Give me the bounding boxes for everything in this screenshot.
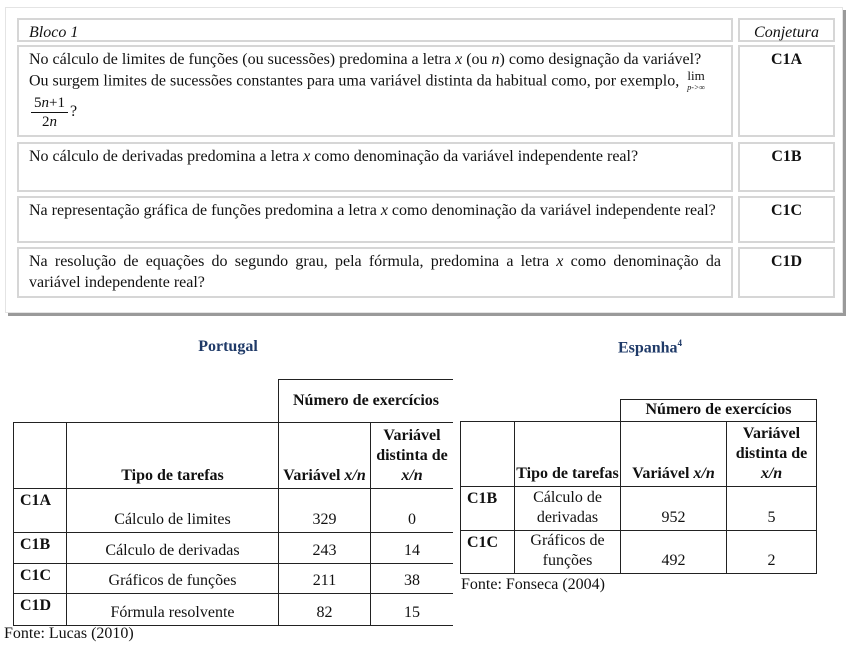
table-cell: Cálculo de derivadas <box>514 486 621 531</box>
table-cell: Gráficos de funções <box>514 530 621 574</box>
table-cell: Cálculo de limites <box>66 488 279 533</box>
limit-operator: lim p->∞ <box>687 68 705 92</box>
table-cell: 2 <box>726 530 817 574</box>
table-cell: 243 <box>278 532 371 564</box>
conjecture-code: C1C <box>738 196 835 243</box>
header-text: Variável distinta de x/n <box>735 425 808 482</box>
table-cell: Fórmula resolvente <box>66 593 279 626</box>
table-cell: 14 <box>370 532 453 564</box>
question-c1d: Na resolução de equações do segundo grau, pela fórmula, predomina a letra x como denominação da variável independente real? <box>17 247 733 298</box>
row-code: C1C <box>460 530 515 574</box>
row-code: C1B <box>13 532 67 564</box>
block-header: Bloco 1 <box>17 18 733 42</box>
row-code: C1B <box>460 486 515 531</box>
conjecture-header: Conjetura <box>738 18 835 42</box>
fraction: $\frac{5n+1}{2n}$ <box>31 94 68 131</box>
table-cell: 329 <box>278 488 371 533</box>
header-text: Variável distinta de x/n <box>376 427 448 484</box>
row-code: C1D <box>13 593 67 626</box>
column-header <box>278 422 371 489</box>
table-cell: 5 <box>726 486 817 531</box>
table-cell: 82 <box>278 593 371 626</box>
group-header: Número de exercícios <box>620 399 817 422</box>
column-header <box>726 421 817 487</box>
question-c1b: No cálculo de derivadas predomina a letra x como denominação da variável independente real? <box>17 142 733 192</box>
conjecture-code: C1B <box>738 142 835 192</box>
header-text: Variável x/n <box>283 467 366 484</box>
table-cell: 492 <box>620 530 727 574</box>
row-code: C1C <box>13 563 67 594</box>
column-header <box>460 421 515 487</box>
table-cell: 15 <box>370 593 453 626</box>
table-cell: Cálculo de derivadas <box>66 532 279 564</box>
conjecture-code: C1A <box>738 45 835 137</box>
group-header: Número de exercícios <box>278 379 453 423</box>
column-header <box>370 422 453 489</box>
header-text: Variável x/n <box>632 465 715 482</box>
table-cell: 952 <box>620 486 727 531</box>
column-header: Tipo de tarefas <box>514 421 621 487</box>
portugal-title: Portugal <box>198 338 258 355</box>
row-code: C1A <box>13 488 67 533</box>
column-header: Tipo de tarefas <box>66 422 279 489</box>
portugal-source: Fonte: Lucas (2010) <box>4 625 134 642</box>
table-cell: Gráficos de funções <box>66 563 279 594</box>
question-c1a: No cálculo de limites de funções (ou sucessões) predomina a letra x (ou n) como designação da variável? Ou surgem limites de sucessões constantes para uma variável distinta da habitual como, por exemplo, lim p->∞ $\frac{5n+1}{2n}$ ? <box>17 45 733 137</box>
table-cell: 211 <box>278 563 371 594</box>
question-c1c: Na representação gráfica de funções predomina a letra x como denominação da variável independente real? <box>17 196 733 243</box>
column-header <box>620 421 727 487</box>
table-cell: 0 <box>370 488 453 533</box>
question-text: No cálculo de limites de funções (ou sucessões) predomina a letra x (ou n) como designação da variável? Ou surgem limites de sucessões constantes para uma variável distinta da habitual como, por exemplo, <box>29 51 702 90</box>
table-cell: 38 <box>370 563 453 594</box>
spain-title: Espanha$^4$ <box>617 338 683 357</box>
spain-source: Fonte: Fonseca (2004) <box>461 576 605 593</box>
column-header <box>13 422 67 489</box>
conjecture-code: C1D <box>738 247 835 298</box>
